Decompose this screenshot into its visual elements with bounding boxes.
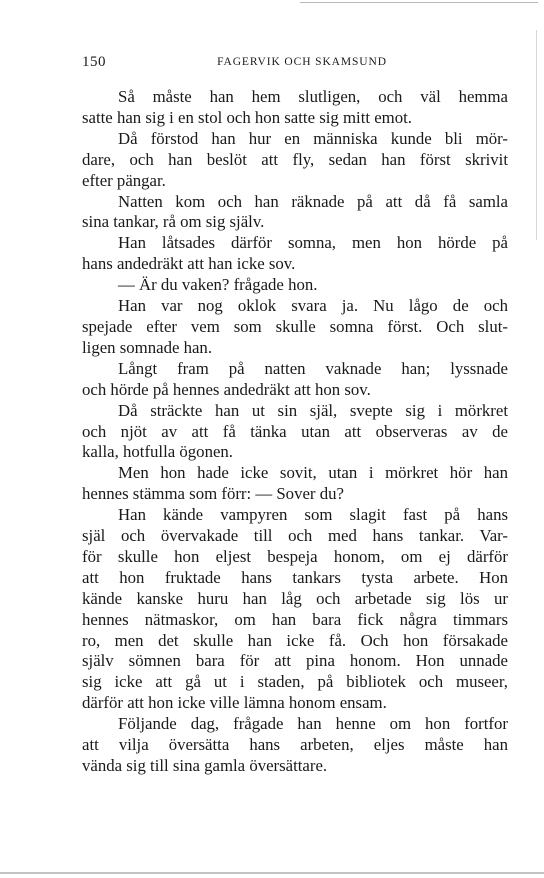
- top-edge-line: [300, 2, 538, 3]
- text-line: sina tankar, rå om sig själv.: [82, 212, 265, 232]
- text-line: och hörde på hennes andedräkt att hon sov.: [82, 379, 371, 399]
- text-line: att vilja översätta hans arbeten, eljes måste han: [82, 735, 508, 755]
- text-line: Natten kom och han räknade på att då få samla: [118, 191, 508, 211]
- text-line: Han låtsades därför somna, men hon hörde på: [118, 233, 508, 253]
- text-line: själv sömnen bara för att pina honom. Hon unnade: [82, 651, 508, 671]
- text-line: själ och övervakade till och med hans tankar. Var-: [82, 526, 508, 546]
- text-line: Han kände vampyren som slagit fast på hans: [118, 505, 508, 525]
- text-line: ligen somnade han.: [82, 337, 213, 357]
- text-line: hennes stämma som förr: — Sover du?: [82, 484, 344, 504]
- text-line: kände kanske huru han låg och arbetade sig lös ur: [82, 588, 508, 608]
- text-line: Långt fram på natten vaknade han; lyssnade: [118, 358, 508, 378]
- body-text: [82, 87, 508, 777]
- text-line: kalla, hotfulla ögonen.: [82, 442, 233, 462]
- text-line: dare, och han beslöt att fly, sedan han först skrivit: [82, 149, 508, 169]
- text-line: efter pängar.: [82, 170, 166, 190]
- text-line: spejade efter vem som skulle somna först. Och slut-: [82, 316, 508, 336]
- text-line: satte han sig i en stol och hon satte sig mitt emot.: [82, 107, 412, 127]
- text-line: sig icke att gå ut i staden, på bibliotek och museer,: [82, 672, 508, 692]
- text-line: att hon fruktade hans tankars tysta arbete. Hon: [82, 567, 508, 587]
- page-number: 150: [82, 54, 106, 70]
- right-edge-mark: [536, 30, 537, 240]
- text-line: Då sträckte han ut sin själ, svepte sig i mörkret: [118, 400, 508, 420]
- text-line: och njöt av att få tänka utan att observeras av de: [82, 421, 508, 441]
- running-title: FAGERVIK OCH SKAMSUND: [217, 56, 387, 68]
- text-line: ro, men det skulle han icke få. Och hon försakade: [82, 630, 508, 650]
- text-line: Så måste han hem slutligen, och väl hemma: [118, 87, 508, 106]
- text-line: Han var nog oklok svara ja. Nu lågo de och: [118, 296, 508, 316]
- text-line: vända sig till sina gamla översättare.: [82, 756, 328, 775]
- bottom-edge-line: [0, 872, 544, 874]
- text-line: därför att hon icke ville lämna honom ensam.: [82, 693, 387, 713]
- text-line: hans andedräkt att han icke sov.: [82, 254, 296, 274]
- page-header: [82, 54, 508, 74]
- text-line: Men hon hade icke sovit, utan i mörkret hör han: [118, 463, 508, 483]
- text-line: för skulle hon eljest bespeja honom, om ej därför: [82, 546, 508, 566]
- text-line: Då förstod han hur en människa kunde bli mör-: [118, 128, 508, 148]
- text-line: hennes nätmaskor, om han bara fick några timmars: [82, 609, 508, 629]
- text-line: — Är du vaken? frågade hon.: [118, 275, 318, 295]
- text-line: Följande dag, frågade han henne om hon fortfor: [118, 714, 508, 734]
